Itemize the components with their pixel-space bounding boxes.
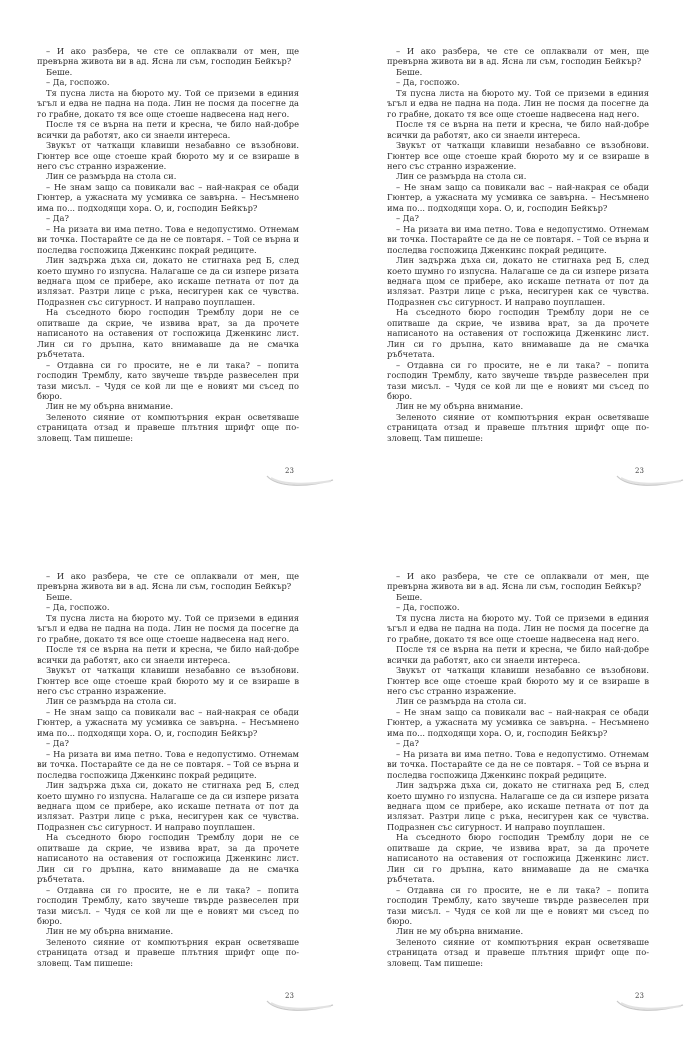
paragraph: – И ако разбера, че сте се оплаквали от мен, ще превърна живота ви в ад. Ясна ли съм, господин Бейкър?	[37, 571, 299, 592]
paragraph: Лин не му обърна внимание.	[46, 926, 174, 937]
paragraph: Беше.	[396, 591, 423, 602]
paragraph: Лин задържа дъха си, докато не стигнаха ред Б, след което шумно го изпусна. Налагаше се да си изпере ризата веднага щом се прибере, ако искаше петната от пот да излязат. Разтри лице с ръка, несигурен как се чувства. Подразнен със сигурност. И направо поуплашен.	[37, 780, 299, 832]
paragraph: – И ако разбера, че сте се оплаквали от мен, ще превърна живота ви в ад. Ясна ли съм, господин Бейкър?	[387, 46, 649, 67]
paragraph: – Не знам защо са повикали вас – най-накрая се обади Гюнтер, а ужасната му усмивка се завърна. – Несъмнено има по... подходящи хора. О, и, господин Бейкър?	[387, 181, 649, 213]
page-text	[387, 46, 649, 443]
paragraph: Зеленото сияние от компютърния екран осветяваше страницата отзад и правеше плътния шрифт още по-зловещ. Там пишеше:	[37, 411, 299, 443]
paragraph: – Не знам защо са повикали вас – най-накрая се обади Гюнтер, а ужасната му усмивка се завърна. – Несъмнено има по... подходящи хора. О, и, господин Бейкър?	[37, 181, 299, 213]
book-page-top-right	[350, 0, 700, 525]
paragraph: – На ризата ви има петно. Това е недопустимо. Отнемам ви точка. Постарайте се да не се повтаря. – Той се върна и последва госпожица Дженкинс покрай редиците.	[387, 748, 649, 780]
paragraph: Лин задържа дъха си, докато не стигнаха ред Б, след което шумно го изпусна. Налагаше се да си изпере ризата веднага щом се прибере, ако искаше петната от пот да излязат. Разтри лице с ръка, несигурен как се чувства. Подразнен със сигурност. И направо поуплашен.	[387, 255, 649, 307]
swoosh-ornament-icon	[615, 460, 685, 490]
page-footer	[265, 985, 335, 1015]
paragraph: – И ако разбера, че сте се оплаквали от мен, ще превърна живота ви в ад. Ясна ли съм, господин Бейкър?	[387, 571, 649, 592]
page-number: 23	[635, 992, 644, 1000]
paragraph: Звукът от чаткащи клавиши незабавно се възобнови. Гюнтер все още стоеше край бюрото му и се взираше в него със странно изражение.	[387, 665, 649, 696]
paragraph: – Не знам защо са повикали вас – най-накрая се обади Гюнтер, а ужасната му усмивка се завърна. – Несъмнено има по... подходящи хора. О, и, господин Бейкър?	[387, 706, 649, 738]
paragraph: – Да, госпожо.	[396, 602, 460, 613]
book-page-top-left	[0, 0, 350, 525]
paragraph: Беше.	[396, 66, 423, 77]
swoosh-ornament-icon	[615, 985, 685, 1015]
book-page-bottom-left	[0, 525, 350, 1050]
paragraph: – Отдавна си го просите, не е ли така? – попита господин Тремблу, като звучеше твърде развеселен при тази мисъл. – Чудя се кой ли ще е новият ми съсед по бюро.	[387, 884, 649, 926]
paragraph: – Отдавна си го просите, не е ли така? – попита господин Тремблу, като звучеше твърде развеселен при тази мисъл. – Чудя се кой ли ще е новият ми съсед по бюро.	[37, 884, 299, 926]
page-footer	[615, 460, 685, 490]
paragraph: После тя се върна на пети и кресна, че било най-добре всички да работят, ако си знаели интереса.	[387, 644, 649, 665]
paragraph: – На ризата ви има петно. Това е недопустимо. Отнемам ви точка. Постарайте се да не се повтаря. – Той се върна и последва госпожица Дженкинс покрай редиците.	[37, 223, 299, 255]
paragraph: На съседното бюро господин Тремблу дори не се опитваше да скрие, че извива врат, за да прочете написаното на оставения от госпожица Дженкинс лист. Лин си го дръпна, като внимаваше да не смачка ръбчетата.	[387, 307, 649, 360]
page-footer	[615, 985, 685, 1015]
paragraph: – На ризата ви има петно. Това е недопустимо. Отнемам ви точка. Постарайте се да не се повтаря. – Той се върна и последва госпожица Дженкинс покрай редиците.	[37, 748, 299, 780]
paragraph: Звукът от чаткащи клавиши незабавно се възобнови. Гюнтер все още стоеше край бюрото му и се взираше в него със странно изражение.	[37, 140, 299, 171]
page-footer	[265, 460, 335, 490]
paragraph: Зеленото сияние от компютърния екран осветяваше страницата отзад и правеше плътния шрифт още по-зловещ. Там пишеше:	[387, 936, 649, 968]
paragraph: – Да?	[396, 213, 419, 224]
paragraph: Звукът от чаткащи клавиши незабавно се възобнови. Гюнтер все още стоеше край бюрото му и се взираше в него със странно изражение.	[37, 665, 299, 696]
paragraph: – Да, госпожо.	[46, 602, 110, 613]
swoosh-ornament-icon	[265, 460, 335, 490]
paragraph: – Да?	[396, 738, 419, 749]
paragraph: Лин не му обърна внимание.	[396, 926, 524, 937]
paragraph: – Да, госпожо.	[396, 77, 460, 88]
paragraph: Лин се размърда на стола си.	[46, 171, 177, 182]
page-text	[37, 571, 299, 968]
paragraph: Тя пусна листа на бюрото му. Той се приземи в единия ъгъл и едва не падна на пода. Лин не посмя да посегне да го грабне, докато тя все още стоеше надвесена над него.	[37, 87, 299, 119]
paragraph: Лин не му обърна внимание.	[46, 401, 174, 412]
paragraph: Лин се размърда на стола си.	[396, 171, 527, 182]
paragraph: – На ризата ви има петно. Това е недопустимо. Отнемам ви точка. Постарайте се да не се повтаря. – Той се върна и последва госпожица Дженкинс покрай редиците.	[387, 223, 649, 255]
paragraph: – И ако разбера, че сте се оплаквали от мен, ще превърна живота ви в ад. Ясна ли съм, господин Бейкър?	[37, 46, 299, 67]
paragraph: После тя се върна на пети и кресна, че било най-добре всички да работят, ако си знаели интереса.	[37, 644, 299, 665]
swoosh-ornament-icon	[265, 985, 335, 1015]
paragraph: – Да?	[46, 738, 69, 749]
paragraph: Тя пусна листа на бюрото му. Той се приземи в единия ъгъл и едва не падна на пода. Лин не посмя да посегне да го грабне, докато тя все още стоеше надвесена над него.	[37, 612, 299, 644]
paragraph: После тя се върна на пети и кресна, че било най-добре всички да работят, ако си знаели интереса.	[37, 119, 299, 140]
paragraph: На съседното бюро господин Тремблу дори не се опитваше да скрие, че извива врат, за да прочете написаното на оставения от госпожица Дженкинс лист. Лин си го дръпна, като внимаваше да не смачка ръбчетата.	[387, 832, 649, 885]
paragraph: – Отдавна си го просите, не е ли така? – попита господин Тремблу, като звучеше твърде развеселен при тази мисъл. – Чудя се кой ли ще е новият ми съсед по бюро.	[37, 359, 299, 401]
page-number: 23	[635, 467, 644, 475]
paragraph: – Не знам защо са повикали вас – най-накрая се обади Гюнтер, а ужасната му усмивка се завърна. – Несъмнено има по... подходящи хора. О, и, господин Бейкър?	[37, 706, 299, 738]
paragraph: Беше.	[46, 66, 73, 77]
page-text	[37, 46, 299, 443]
paragraph: На съседното бюро господин Тремблу дори не се опитваше да скрие, че извива врат, за да прочете написаното на оставения от госпожица Дженкинс лист. Лин си го дръпна, като внимаваше да не смачка ръбчетата.	[37, 832, 299, 885]
paragraph: Тя пусна листа на бюрото му. Той се приземи в единия ъгъл и едва не падна на пода. Лин не посмя да посегне да го грабне, докато тя все още стоеше надвесена над него.	[387, 612, 649, 644]
paragraph: Звукът от чаткащи клавиши незабавно се възобнови. Гюнтер все още стоеше край бюрото му и се взираше в него със странно изражение.	[387, 140, 649, 171]
paragraph: Лин се размърда на стола си.	[46, 696, 177, 707]
book-page-bottom-right	[350, 525, 700, 1050]
paragraph: Беше.	[46, 591, 73, 602]
page-number: 23	[285, 992, 294, 1000]
paragraph: Лин задържа дъха си, докато не стигнаха ред Б, след което шумно го изпусна. Налагаше се да си изпере ризата веднага щом се прибере, ако искаше петната от пот да излязат. Разтри лице с ръка, несигурен как се чувства. Подразнен със сигурност. И направо поуплашен.	[387, 780, 649, 832]
paragraph: – Отдавна си го просите, не е ли така? – попита господин Тремблу, като звучеше твърде развеселен при тази мисъл. – Чудя се кой ли ще е новият ми съсед по бюро.	[387, 359, 649, 401]
page-text	[387, 571, 649, 968]
paragraph: Тя пусна листа на бюрото му. Той се приземи в единия ъгъл и едва не падна на пода. Лин не посмя да посегне да го грабне, докато тя все още стоеше надвесена над него.	[387, 87, 649, 119]
paragraph: – Да, госпожо.	[46, 77, 110, 88]
paragraph: Лин не му обърна внимание.	[396, 401, 524, 412]
page-number: 23	[285, 467, 294, 475]
paragraph: На съседното бюро господин Тремблу дори не се опитваше да скрие, че извива врат, за да прочете написаното на оставения от госпожица Дженкинс лист. Лин си го дръпна, като внимаваше да не смачка ръбчетата.	[37, 307, 299, 360]
paragraph: Лин задържа дъха си, докато не стигнаха ред Б, след което шумно го изпусна. Налагаше се да си изпере ризата веднага щом се прибере, ако искаше петната от пот да излязат. Разтри лице с ръка, несигурен как се чувства. Подразнен със сигурност. И направо поуплашен.	[37, 255, 299, 307]
paragraph: Лин се размърда на стола си.	[396, 696, 527, 707]
paragraph: Зеленото сияние от компютърния екран осветяваше страницата отзад и правеше плътния шрифт още по-зловещ. Там пишеше:	[387, 411, 649, 443]
paragraph: Зеленото сияние от компютърния екран осветяваше страницата отзад и правеше плътния шрифт още по-зловещ. Там пишеше:	[37, 936, 299, 968]
paragraph: – Да?	[46, 213, 69, 224]
paragraph: После тя се върна на пети и кресна, че било най-добре всички да работят, ако си знаели интереса.	[387, 119, 649, 140]
